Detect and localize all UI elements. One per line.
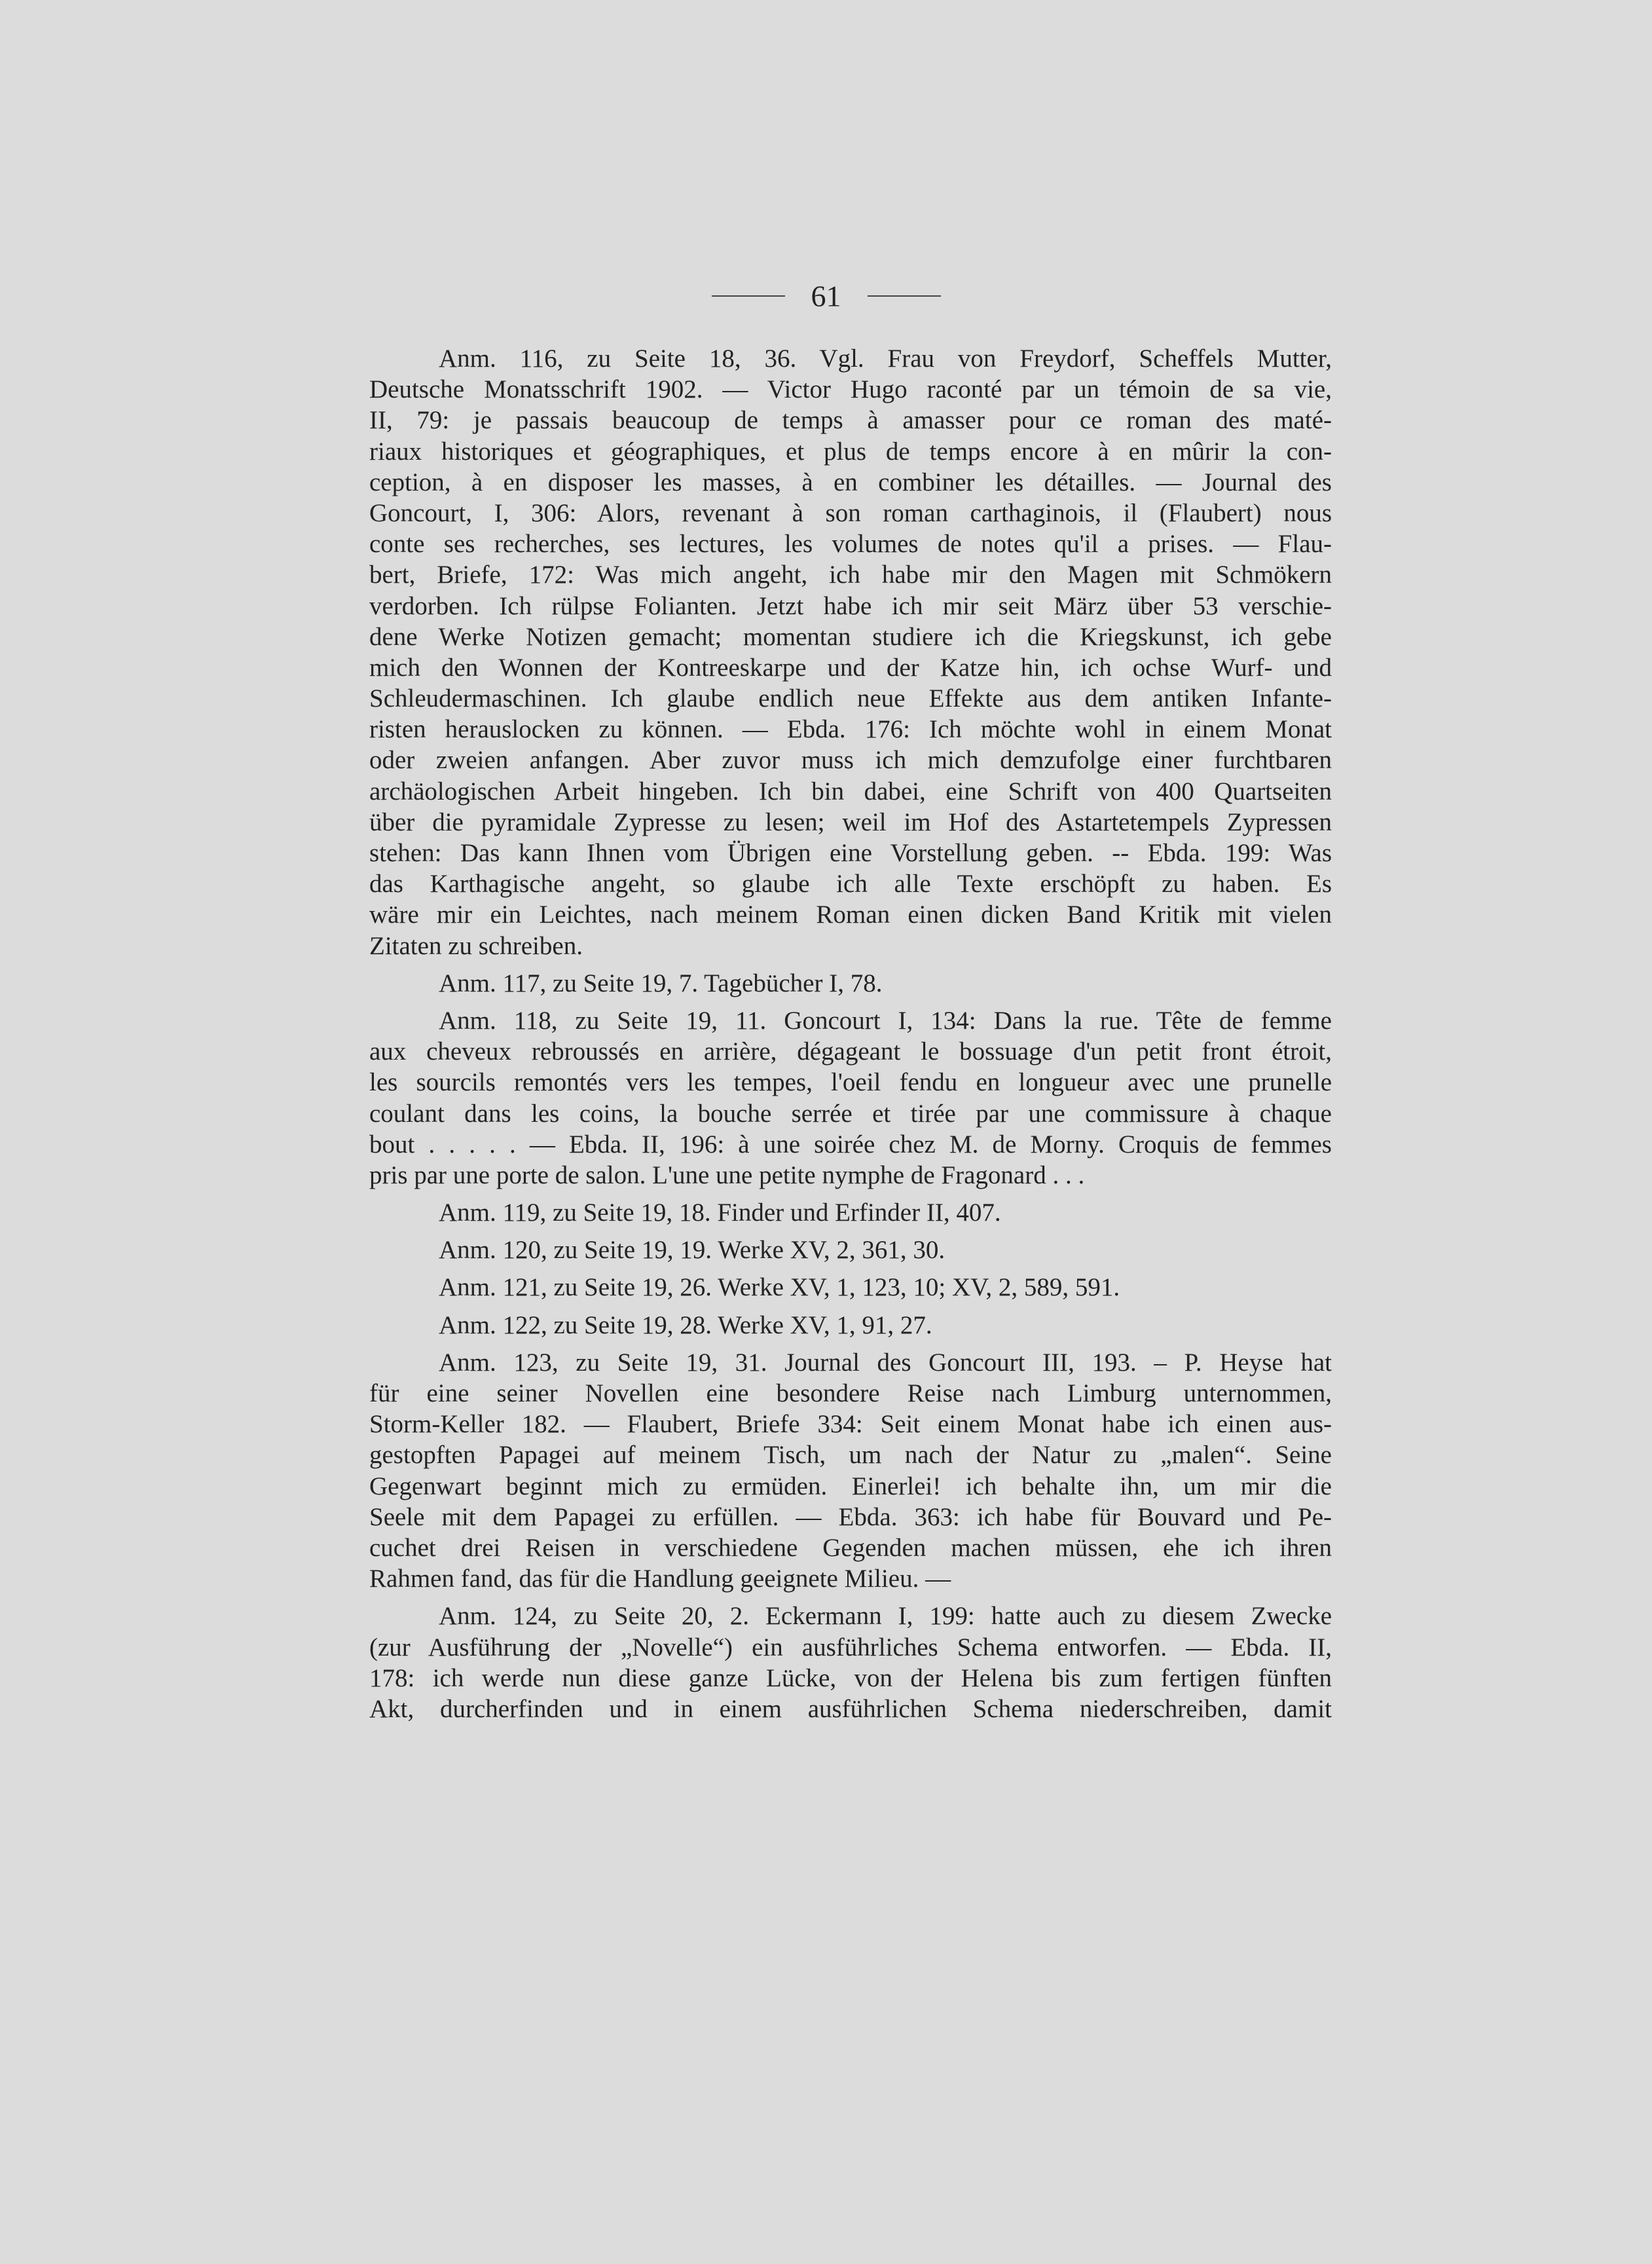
annotation-124 xyxy=(369,1601,1332,1724)
text-line: Anm. 117, zu Seite 19, 7. Tagebücher I, 78. xyxy=(439,969,883,997)
annotation-118 xyxy=(369,1005,1332,1191)
text-line: mich den Wonnen der Kontreeskarpe und der Katze hin, ich ochse Wurf- und xyxy=(369,653,1332,682)
text-line: Anm. 122, zu Seite 19, 28. Werke XV, 1, 91, 27. xyxy=(439,1310,932,1339)
text-line: Anm. 118, zu Seite 19, 11. Goncourt I, 134: Dans la rue. Tête de femme xyxy=(439,1006,1332,1035)
text-line: cuchet drei Reisen in verschiedene Gegenden machen müssen, ehe ich ihren xyxy=(369,1533,1332,1562)
text-line: coulant dans les coins, la bouche serrée et tirée par une commissure à chaque xyxy=(369,1099,1332,1128)
header-rule-right xyxy=(868,295,941,297)
text-line: risten herauslocken zu können. — Ebda. 176: Ich möchte wohl in einem Monat xyxy=(369,715,1332,744)
text-line: Schleudermaschinen. Ich glaube endlich neue Effekte aus dem antiken Infante- xyxy=(369,684,1332,713)
text-line: wäre mir ein Leichtes, nach meinem Roman einen dicken Band Kritik mit vielen xyxy=(369,900,1332,929)
annotation-121 xyxy=(369,1272,1332,1303)
text-line: ception, à en disposer les masses, à en combiner les détailles. — Journal des xyxy=(369,468,1332,496)
text-line: über die pyramidale Zypresse zu lesen; weil im Hof des Astartetempels Zypressen xyxy=(369,807,1332,836)
text-line: pris par une porte de salon. L'une une petite nymphe de Fragonard . . . xyxy=(369,1160,1085,1189)
text-line: verdorben. Ich rülpse Folianten. Jetzt habe ich mir seit März über 53 verschie- xyxy=(369,591,1332,620)
annotation-117 xyxy=(369,968,1332,999)
annotation-119 xyxy=(369,1197,1332,1228)
page-number: 61 xyxy=(811,279,841,313)
text-line: Anm. 121, zu Seite 19, 26. Werke XV, 1, 123, 10; XV, 2, 589, 591. xyxy=(439,1273,1120,1302)
text-line: riaux historiques et géographiques, et plus de temps encore à en mûrir la con- xyxy=(369,437,1332,466)
text-line: les sourcils remontés vers les tempes, l'oeil fendu en longueur avec une prunelle xyxy=(369,1068,1332,1097)
text-line: aux cheveux rebroussés en arrière, dégageant le bossuage d'un petit front étroit, xyxy=(369,1037,1332,1066)
text-line: Zitaten zu schreiben. xyxy=(369,931,583,960)
text-line: oder zweien anfangen. Aber zuvor muss ich mich demzufolge einer furchtbaren xyxy=(369,746,1332,775)
text-line: Anm. 119, zu Seite 19, 18. Finder und Erfinder II, 407. xyxy=(439,1198,1001,1227)
annotation-123 xyxy=(369,1347,1332,1595)
text-line: dene Werke Notizen gemacht; momentan studiere ich die Kriegskunst, ich gebe xyxy=(369,622,1332,651)
text-line: Storm-Keller 182. — Flaubert, Briefe 334: Seit einem Monat habe ich einen aus- xyxy=(369,1410,1332,1439)
text-line: Rahmen fand, das für die Handlung geeignete Milieu. — xyxy=(369,1565,951,1593)
text-line: Deutsche Monatsschrift 1902. — Victor Hugo raconté par un témoin de sa vie, xyxy=(369,375,1332,404)
text-line: das Karthagische angeht, so glaube ich alle Texte erschöpft zu haben. Es xyxy=(369,870,1332,899)
text-line: für eine seiner Novellen eine besondere Reise nach Limburg unternommen, xyxy=(369,1379,1332,1407)
text-line: archäologischen Arbeit hingeben. Ich bin dabei, eine Schrift von 400 Quartseiten xyxy=(369,777,1332,806)
text-line: conte ses recherches, ses lectures, les volumes de notes qu'il a prises. — Flau- xyxy=(369,530,1332,559)
text-line: Anm. 123, zu Seite 19, 31. Journal des Goncourt III, 193. – P. Heyse hat xyxy=(439,1348,1332,1377)
text-line: 178: ich werde nun diese ganze Lücke, von der Helena bis zum fertigen fünften xyxy=(369,1663,1332,1692)
text-line: Anm. 120, zu Seite 19, 19. Werke XV, 2, 361, 30. xyxy=(439,1236,945,1265)
text-line: Akt, durcherfinden und in einem ausführlichen Schema niederschreiben, damit xyxy=(369,1694,1332,1723)
text-line: stehen: Das kann Ihnen vom Übrigen eine Vorstellung geben. -- Ebda. 199: Was xyxy=(369,839,1332,867)
text-line: Anm. 124, zu Seite 20, 2. Eckermann I, 199: hatte auch zu diesem Zwecke xyxy=(439,1602,1332,1631)
text-line: bout . . . . . — Ebda. II, 196: à une soirée chez M. de Morny. Croquis de femmes xyxy=(369,1130,1332,1159)
text-line: bert, Briefe, 172: Was mich angeht, ich habe mir den Magen mit Schmökern xyxy=(369,561,1332,589)
text-line: gestopften Papagei auf meinem Tisch, um nach der Natur zu „malen“. Seine xyxy=(369,1441,1332,1470)
annotation-122 xyxy=(369,1310,1332,1341)
text-line: Gegenwart beginnt mich zu ermüden. Einerlei! ich behalte ihn, um mir die xyxy=(369,1472,1332,1500)
header-rule-left xyxy=(712,295,785,297)
page-header xyxy=(0,274,1652,316)
text-line: II, 79: je passais beaucoup de temps à amasser pour ce roman des maté- xyxy=(369,406,1332,435)
annotation-120 xyxy=(369,1234,1332,1265)
annotation-116 xyxy=(369,343,1332,961)
text-line: (zur Ausführung der „Novelle“) ein ausführliches Schema entworfen. — Ebda. II, xyxy=(369,1633,1332,1661)
annotations-text-block xyxy=(369,343,1332,1731)
text-line: Seele mit dem Papagei zu erfüllen. — Ebda. 363: ich habe für Bouvard und Pe- xyxy=(369,1502,1332,1531)
text-line: Anm. 116, zu Seite 18, 36. Vgl. Frau von Freydorf, Scheffels Mutter, xyxy=(439,344,1332,373)
text-line: Goncourt, I, 306: Alors, revenant à son roman carthaginois, il (Flaubert) nous xyxy=(369,498,1332,527)
